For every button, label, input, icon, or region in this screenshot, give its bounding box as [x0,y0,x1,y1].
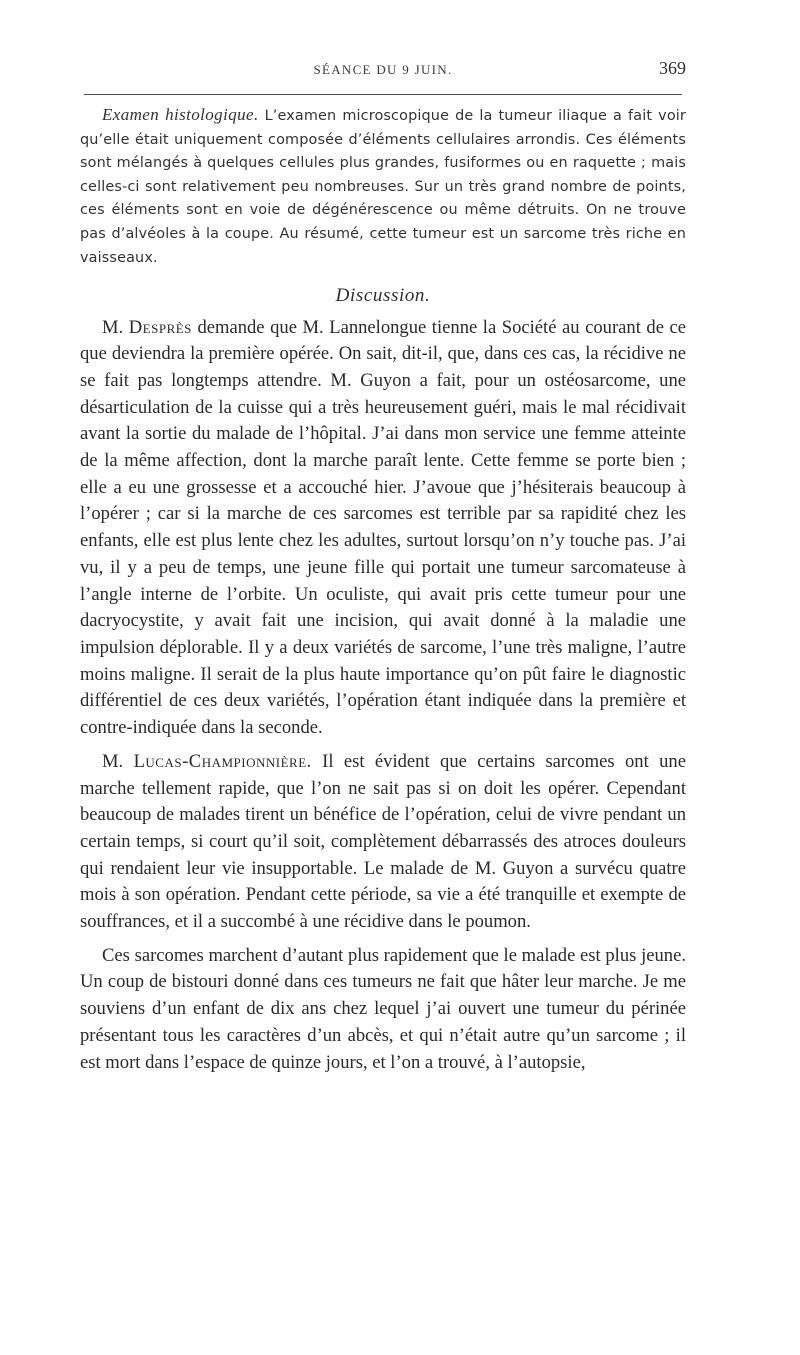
paragraph-text: Il est évident que certains sarcomes ont une marche tellement rapide, que l’on ne sait pas si on doit les opérer. Cependant beaucoup de malades tirent un bénéfice de l’opération, celui de vivre pendant un certain temps, si court qu’il soit, complètement débarrassés des atroces douleurs qui rendaient leur vie insupportable. Le malade de M. Guyon a survécu quatre mois à son opération. Pendant cette période, sa vie a été tranquille et exempte de souffrances, et il a succombé à une récidive dans le poumon. [80,750,686,933]
speaker-name: Lucas-Championnière. [133,750,312,772]
running-title: SÉANCE DU 9 JUIN. [313,62,453,77]
page-number: 369 [659,58,686,78]
running-head [80,58,686,86]
header-rule [84,94,682,95]
histology-heading: Examen histologique. [102,105,259,124]
discussion-paragraph-lucas-championniere [80,749,686,936]
discussion-heading: Discussion. [335,284,431,306]
histology-text: L’examen microscopique de la tumeur iliaque a fait voir qu’elle était uniquement composée d’éléments cellulaires arrondis. Ces éléments sont mélangés à quelques cellules plus grandes, fusiformes ou en raquette ; mais celles-ci sont relativement peu nombreuses. Sur un très grand nombre de points, ces éléments sont en voie de dégénérescence ou même détruits. On ne trouve pas d’alvéoles à la coupe. Au résumé, cette tumeur est un sarcome très riche en vaisseaux. [80,108,686,266]
histology-paragraph [80,103,686,270]
paragraph-text: demande que M. Lannelongue tienne la Société au courant de ce que deviendra la première opérée. On sait, dit-il, que, dans ces cas, la récidive ne se fait pas longtemps attendre. M. Guyon a fait, pour un ostéosarcome, une désarticulation de la cuisse qui a très heureusement guéri, mais le mal récidivait avant la sortie du malade de l’hôpital. J’ai dans mon service une femme atteinte de la même affection, dont la marche paraît lente. Cette femme se porte bien ; elle a eu une grossesse et a accouché hier. J’avoue que j’hésiterais beaucoup à l’opérer ; car si la marche de ces sarcomes est terrible par sa rapidité chez les enfants, elle est plus lente chez les adultes, surtout lorsqu’on n’y touche pas. J’ai vu, il y a peu de temps, une jeune fille qui portait une tumeur sarcomateuse à l’angle interne de l’orbite. Un oculiste, qui avait pris cette tumeur pour une dacryocystite, y avait fait une incision, qui avait donné à la maladie une impulsion déplorable. Il y a deux variétés de sarcome, l’une très maligne, l’autre moins maligne. Il serait de la plus haute importance qu’on pût faire le diagnostic différentiel de ces deux variétés, l’opération étant indiquée dans la première et contre-indiquée dans la seconde. [80,316,686,739]
book-page [80,58,686,1076]
discussion-paragraph-despres [80,315,686,742]
discussion-paragraph-continuation [80,943,686,1077]
speaker-name: Desprès [128,316,192,338]
paragraph-prefix: M. [102,316,129,338]
paragraph-text: Ces sarcomes marchent d’autant plus rapidement que le malade est plus jeune. Un coup de bistouri donné dans ces tumeurs ne fait que hâter leur marche. Je me souviens d’un enfant de dix ans chez lequel j’ai ouvert une tumeur du périnée présentant tous les caractères d’un abcès, et qui n’était autre qu’un sarcome ; il est mort dans l’espace de quinze jours, et l’on a trouvé, à l’autopsie, [80,944,686,1073]
paragraph-prefix: M. [102,750,134,772]
